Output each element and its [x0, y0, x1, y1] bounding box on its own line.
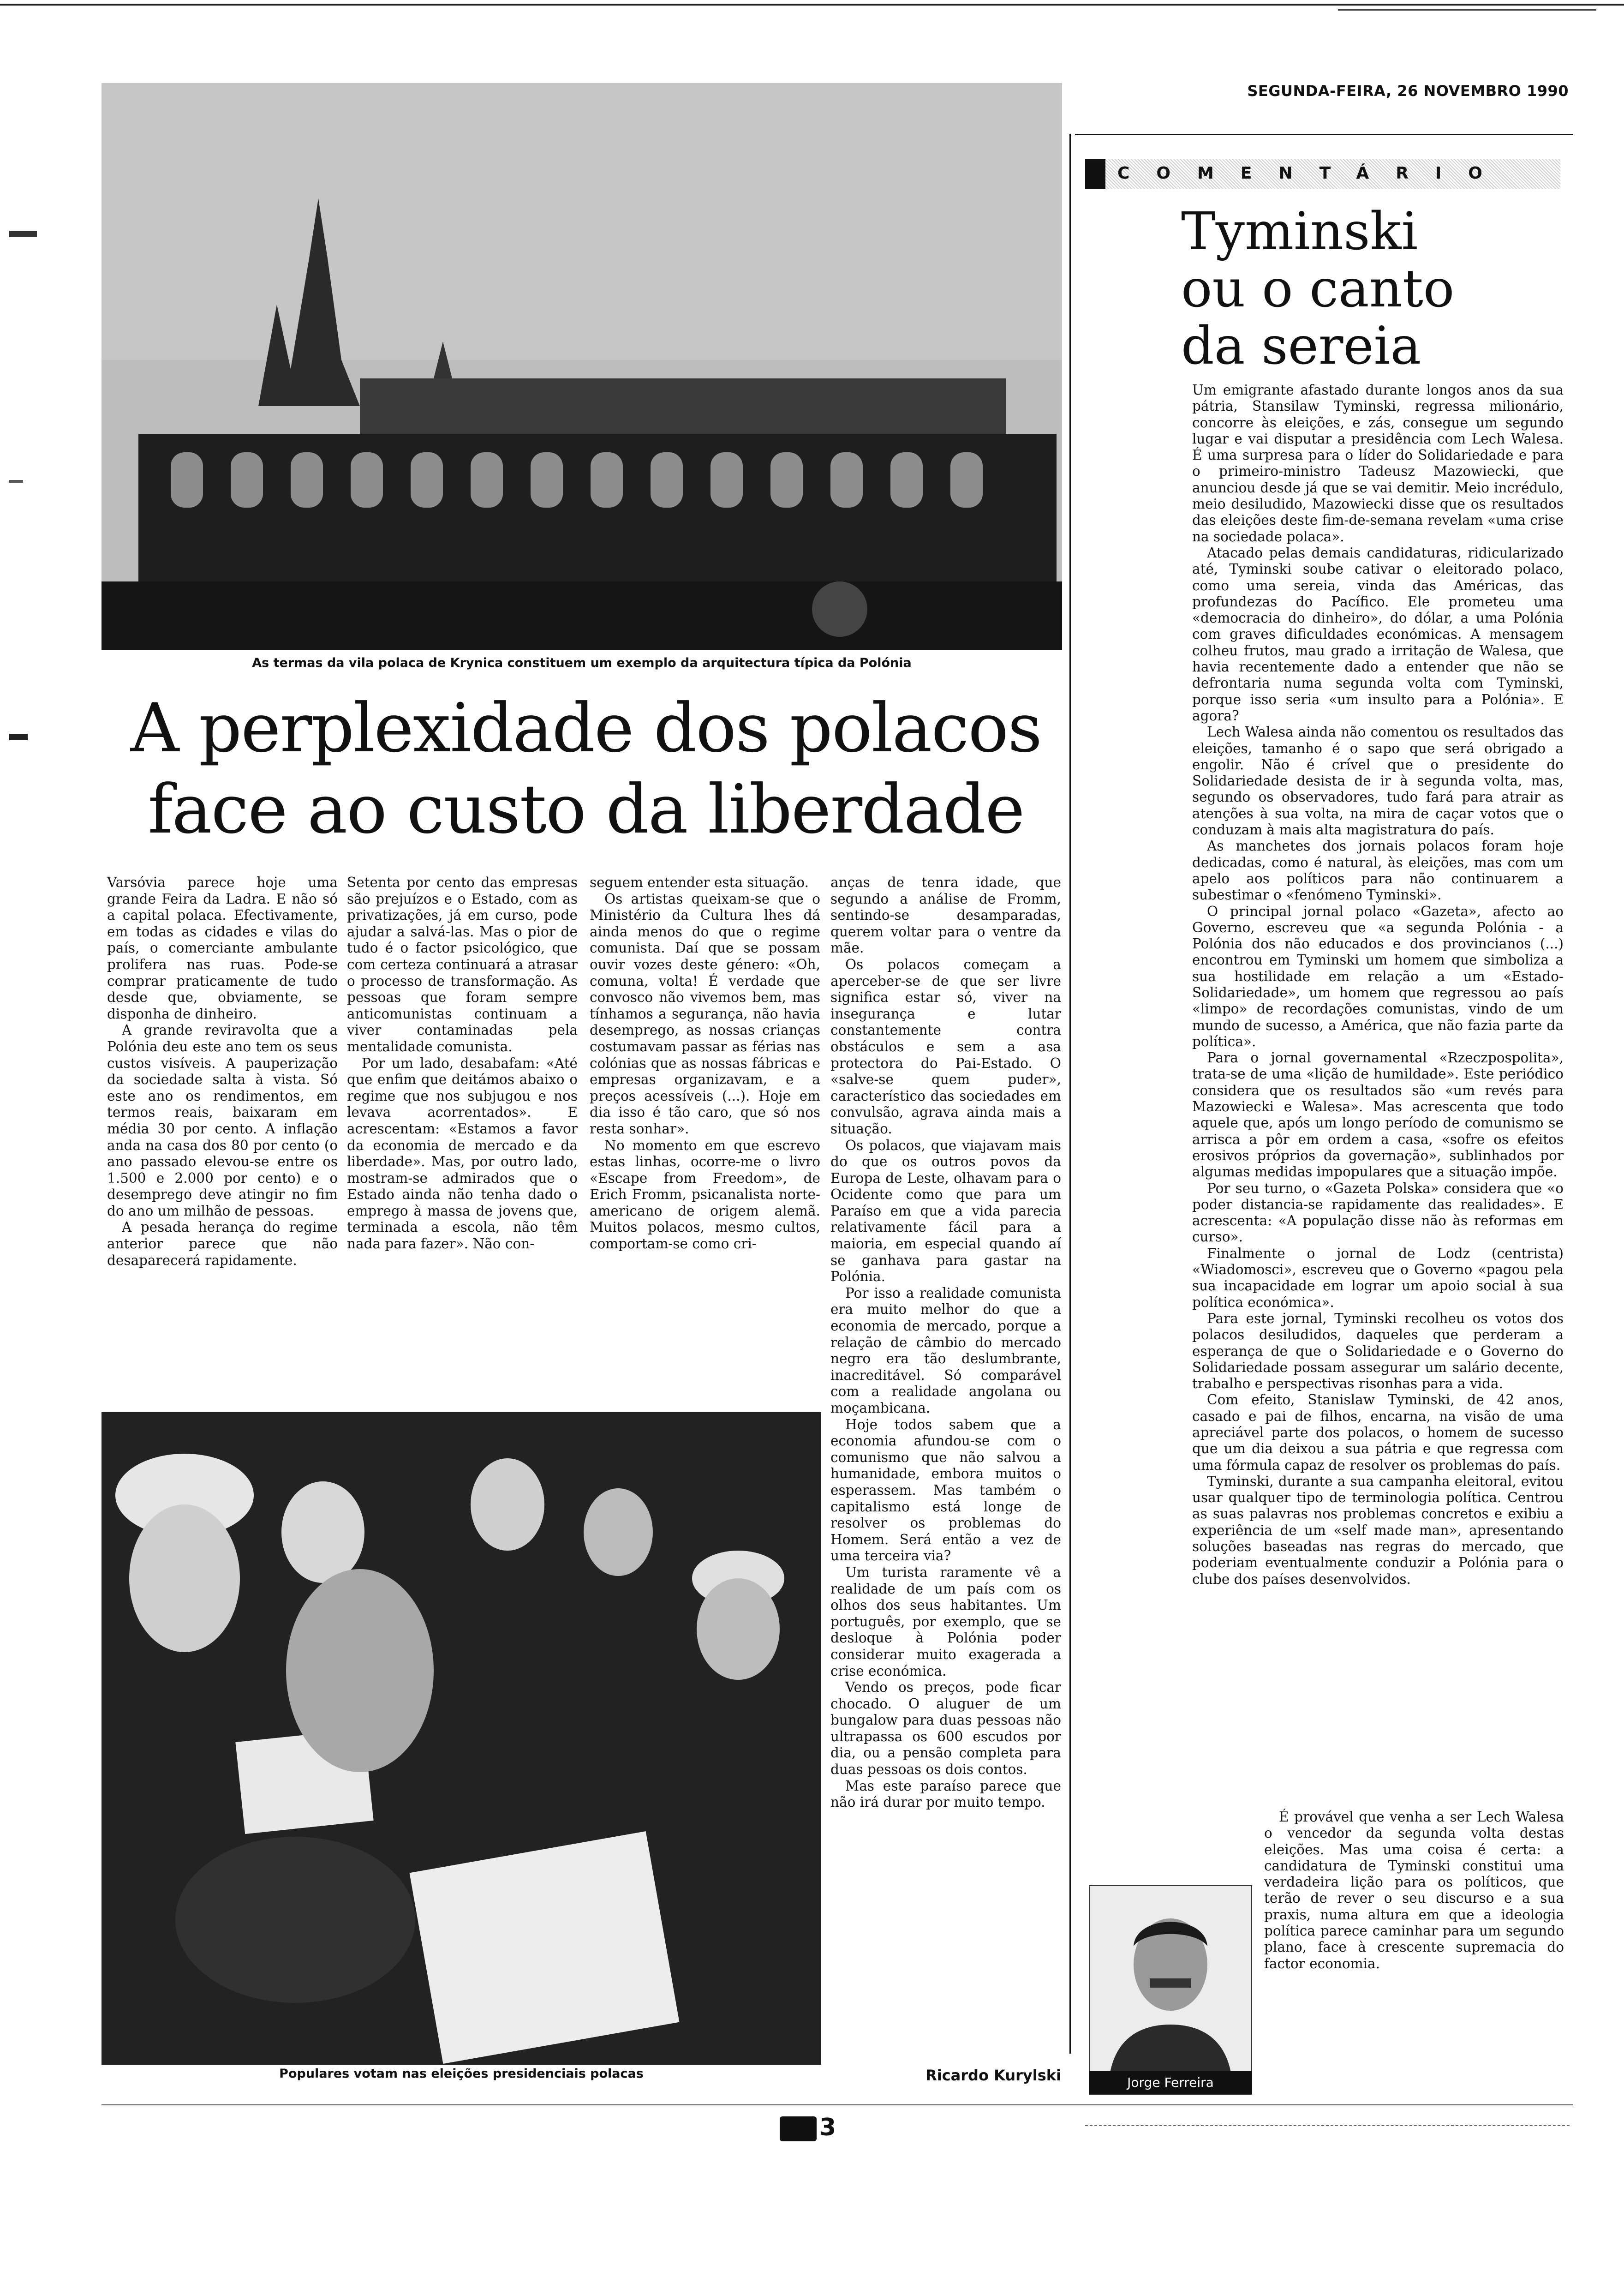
- margin-mark: [9, 231, 37, 237]
- author-portrait: [1089, 1885, 1252, 2095]
- margin-mark: [9, 734, 28, 740]
- paragraph: Setenta por cento das empresas são prejuízos e o Estado, com as privatizações, já em curso, pode ajudar a salvá-las. Mas o pior de tudo é o factor psicológico, que com certeza continuará a atrasar o processo de transformação. As pessoas que foram sempre anticomunistas continuam a viver contaminadas pela mentalidade comunista.: [347, 875, 578, 1055]
- title-line: Tyminski: [1181, 202, 1418, 262]
- margin-mark: [9, 480, 23, 483]
- dashed-rule: [1085, 2125, 1570, 2127]
- building-photo: [102, 83, 1062, 650]
- newspaper-logo-icon: [780, 2116, 817, 2141]
- paragraph: Varsóvia parece hoje uma grande Feira da Ladra. E não só a capital polaca. Efectivamente, em todas as cidades e vilas do país, o comerciante ambulante prolifera nas ruas. Pode-se comprar praticamente de tudo desde que, obviamente, se disponha de dinheiro.: [107, 875, 338, 1022]
- paragraph: Para o jornal governamental «Rzeczpospolita», trata-se de uma «lição de humildade». Este periódico considera que os resultados são «um revés para Mazowiecki e Walesa». Mas acrescenta que todo aquele que, após um longo período de comunismo se arrisca a pôr em ordem a casa, «sofre os efeitos erosivos próprios da governação», sublinhados por algumas medidas impopulares que a situação impõe.: [1192, 1050, 1564, 1180]
- paragraph: Vendo os preços, pode ficar chocado. O aluguer de um bungalow para duas pessoas não ultrapassa os 600 escudos por dia, ou a pensão completa para duas pessoas os dois contos.: [830, 1679, 1061, 1778]
- paragraph: Hoje todos sabem que a economia afundou-se com o comunismo que não salvou a humanidade, embora muitos o esperassem. Mas também o capitalismo está longe de resolver os problemas do Homem. Será então a vez de uma terceira via?: [830, 1416, 1061, 1564]
- commentary-kicker: [1085, 159, 1560, 189]
- paragraph: Os artistas queixam-se que o Ministério da Cultura lhes dá ainda menos do que o regime comunista. Daí que se possam ouvir vozes deste género: «Oh, comuna, volta! É verdade que convosco não vivemos bem, mas tínhamos a segurança, não havia desemprego, as nossas crianças costumavam passar as férias nas colónias que as nossas fábricas e empresas organizavam, e a preços acessíveis (...). Hoje em dia isso é tão caro, que só nos resta sonhar».: [590, 891, 820, 1137]
- paragraph: Por um lado, desabafam: «Até que enfim que deitámos abaixo o regime que nos subjugou e nos levava acorrentados». E acrescentam: «Estamos a favor da economia de mercado e da liberdade». Mas, por outro lado, mostram-se admirados que o Estado ainda não tenha dado o emprego à massa de jovens que, terminada a escola, não têm nada para fazer». Não con-: [347, 1055, 578, 1252]
- paragraph: Para este jornal, Tyminski recolheu os votos dos polacos desiludidos, daqueles que perderam a esperança de que o Solidariedade e o Governo do Solidariedade possam assegurar um salário decente, trabalho e perspectivas risonhas para a vida.: [1192, 1310, 1564, 1392]
- photo-caption: Populares votam nas eleições presidenciais polacas: [279, 2067, 644, 2081]
- commentary-column: [1192, 382, 1564, 1588]
- paragraph: Os polacos começam a aperceber-se de que ser livre significa estar só, viver na insegurança e lutar constantemente contra obstáculos e sem a asa protectora do Pai-Estado. O «salve-se quem puder», característico das sociedades em convulsão, agrava ainda mais a situação.: [830, 956, 1061, 1137]
- article-column-4: [830, 875, 1061, 1811]
- paragraph: Mas este paraíso parece que não irá durar por muito tempo.: [830, 1778, 1061, 1810]
- paragraph: Os polacos, que viajavam mais do que os outros povos da Europa de Leste, olhavam para o Ocidente como que para um Paraíso em que a vida parecia relativamente fácil para a maioria, em especial quando aí se ganhava para gastar na Polónia.: [830, 1137, 1061, 1285]
- paragraph: anças de tenra idade, que segundo a análise de Fromm, sentindo-se desamparadas, querem voltar para o ventre da mãe.: [830, 875, 1061, 956]
- paragraph: Por seu turno, o «Gazeta Polska» considera que «o poder distancia-se rapidamente das realidades». E acrescenta: «A população disse não às reformas em curso».: [1192, 1180, 1564, 1245]
- paragraph: A pesada herança do regime anterior parece que não desaparecerá rapidamente.: [107, 1219, 338, 1268]
- paragraph: Lech Walesa ainda não comentou os resultados das eleições, tamanho é o sapo que será obrigado a engolir. Não é crível que o presidente do Solidariedade desista de ir à segunda volta, mas, segundo os observadores, tudo fará para atrair as atenções à sua volta, na mira de caçar votos que o conduzam à mais alta magistratura do país.: [1192, 724, 1564, 838]
- paragraph: Tyminski, durante a sua campanha eleitoral, evitou usar qualquer tipo de terminologia política. Centrou as suas palavras nos problemas concretos e exibiu a experiência de um «self made man», apresentando soluções baseadas nas regras do mercado, que poderiam eventualmente conduzir a Polónia para o clube dos países desenvolvidos.: [1192, 1473, 1564, 1587]
- headline: [102, 688, 1070, 850]
- page-date: SEGUNDA-FEIRA, 26 NOVEMBRO 1990: [1247, 82, 1569, 100]
- paragraph: Atacado pelas demais candidaturas, ridicularizado até, Tyminski soube cativar o eleitorado polaco, como uma sereia, vinda das Américas, das profundezas do Pacífico. Ele prometeu uma «democracia do dinheiro», do dólar, a uma Polónia com graves dificuldades económicas. A mensagem colheu frutos, mau grado a irritação de Walesa, que havia recentemente dado a entender que não se defrontaria numa segunda volta com Tyminski, porque isso seria «um insulto para a Polónia». E agora?: [1192, 545, 1564, 724]
- portrait-name: Jorge Ferreira: [1089, 2071, 1252, 2094]
- kicker-block: [1085, 159, 1105, 189]
- paragraph: Um turista raramente vê a realidade de um país com os olhos dos seus habitantes. Um português, por exemplo, que se desloque à Polónia poder considerar muito exagerada a crise económica.: [830, 1564, 1061, 1679]
- voters-photo: [102, 1412, 821, 2065]
- headline-line: face ao custo da liberdade: [148, 770, 1024, 849]
- paragraph: É provável que venha a ser Lech Walesa o vencedor da segunda volta destas eleições. Mas uma coisa é certa: a candidatura de Tyminski constitui uma verdadeira lição para os políticos, que terão de rever o seu discurso e a sua praxis, numa altura em que a ideologia política parece caminhar para um segundo plano, face à crescente supremacia do factor economia.: [1264, 1809, 1564, 1971]
- column-divider: [1069, 134, 1071, 2054]
- page-number: [780, 2114, 836, 2141]
- paragraph: Um emigrante afastado durante longos anos da sua pátria, Stansilaw Tyminski, regressa milionário, concorre às eleições, e zás, consegue um segundo lugar e vai disputar a presidência com Lech Walesa. É uma surpresa para o líder do Solidariedade e para o primeiro-ministro Tadeusz Mazowiecki, que anunciou desde já que se vai demitir. Meio incrédulo, meio desiludido, Mazowiecki disse que os resultados das eleições deste fim-de-semana revelam «uma crise na sociedade polaca».: [1192, 382, 1564, 545]
- commentary-title: [1181, 203, 1559, 375]
- byline: Ricardo Kurylski: [925, 2067, 1061, 2084]
- top-rule-secondary: [1338, 9, 1596, 11]
- paragraph: A grande reviravolta que a Polónia deu este ano tem os seus custos visíveis. A pauperização da sociedade salta à vista. Só este ano os rendimentos, em termos reais, baixaram em média 30 por cento. A inflação anda na casa dos 80 por cento (o ano passado elevou-se entre os 1.500 e 2.000 por cento) e o desemprego deve atingir no fim do ano um milhão de pessoas.: [107, 1022, 338, 1219]
- title-line: ou o canto: [1181, 259, 1455, 319]
- headline-line: A perplexidade dos polacos: [130, 689, 1042, 767]
- paragraph: Com efeito, Stanislaw Tyminski, de 42 anos, casado e pai de filhos, encarna, na visão de uma apreciável parte dos polacos, o homem de sucesso que um dia deixou a sua pátria e que regressa com uma fórmula capaz de resolver os problemas do país.: [1192, 1392, 1564, 1473]
- bottom-rule: [102, 2104, 1573, 2105]
- paragraph: seguem entender esta situação.: [590, 875, 809, 890]
- paragraph: Por isso a realidade comunista era muito melhor do que a economia de mercado, porque a relação de câmbio do mercado negro era tão deslumbrante, inacreditável. Só comparável com a realidade angolana ou moçambicana.: [830, 1285, 1061, 1416]
- article-column-3: [590, 875, 820, 1252]
- paragraph: O principal jornal polaco «Gazeta», afecto ao Governo, escreveu que «a segunda Polónia - a Polónia dos não educados e dos provincianos (...) encontrou em Tyminski um homem que simboliza a sua hostilidade em relação a um «Estado-Solidariedade», um homem que regressou ao país «limpo» de recordações comunistas, vindo de um mundo de sucesso, a América, que não fazia parte da política».: [1192, 903, 1564, 1049]
- paragraph: As manchetes dos jornais polacos foram hoje dedicadas, como é natural, às eleições, mas com um apelo aos políticos para não continuarem a subestimar o «fenómeno Tyminski».: [1192, 838, 1564, 903]
- page-number-value: 3: [819, 2114, 836, 2141]
- top-rule: [0, 4, 1624, 6]
- kicker-label: COMENTÁRIO: [1117, 164, 1509, 183]
- photo-caption: As termas da vila polaca de Krynica constituem um exemplo da arquitectura típica da Polónia: [252, 656, 912, 670]
- commentary-final-paragraph: [1264, 1809, 1564, 1972]
- article-column-1: [107, 875, 338, 1269]
- paragraph: Finalmente o jornal de Lodz (centrista) «Wiadomosci», escreveu que o Governo «pagou pela sua incapacidade em lograr um apoio social à sua política económica».: [1192, 1245, 1564, 1310]
- title-line: da sereia: [1181, 316, 1421, 376]
- article-column-2: [347, 875, 578, 1252]
- paragraph: No momento em que escrevo estas linhas, ocorre-me o livro «Escape from Freedom», de Erich Fromm, psicanalista norte-americano de origem alemã. Muitos polacos, mesmo cultos, comportam-se como cri-: [590, 1137, 820, 1252]
